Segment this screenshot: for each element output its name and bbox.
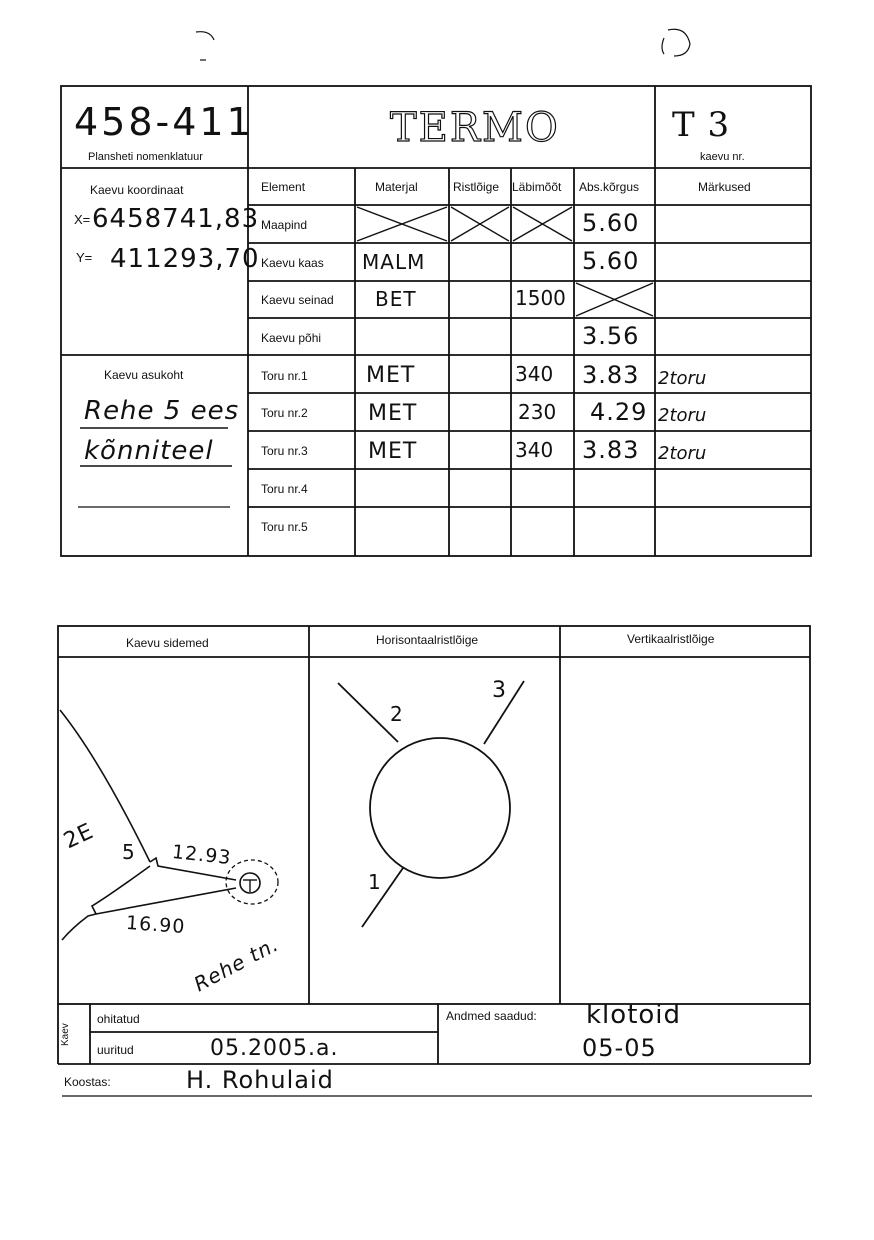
sketch-dist-2: 16.90 (125, 911, 187, 939)
col-header-material: Materjal (375, 180, 418, 194)
form-title: TERMO (390, 105, 560, 151)
sketch-street-note: Rehe tn. (189, 931, 283, 997)
location-line2: kõnniteel (84, 436, 214, 466)
cell-diameter: 230 (518, 400, 557, 424)
andmed-value-1: klotoid (586, 1000, 682, 1030)
horizontal-section-label: Horisontaalristlõige (376, 633, 479, 647)
cell-material: BET (375, 287, 417, 311)
row-element: Kaevu kaas (261, 256, 324, 270)
pipe-number-3: 3 (492, 678, 507, 703)
vertical-section-label: Vertikaalristlõige (627, 632, 715, 646)
sidemed-label: Kaevu sidemed (126, 636, 209, 650)
koostas-label: Koostas: (64, 1075, 111, 1089)
sheet-number-label: Plansheti nomenklatuur (88, 151, 203, 163)
cell-abs: 5.60 (582, 209, 640, 237)
cell-abs: 5.60 (582, 247, 640, 275)
cell-diameter: 1500 (515, 286, 566, 310)
row-element: Toru nr.3 (261, 444, 308, 458)
row-element: Toru nr.5 (261, 520, 308, 534)
cell-notes: 2toru (658, 368, 707, 389)
cell-abs: 4.29 (590, 398, 648, 426)
koostas-value: H. Rohulaid (186, 1066, 334, 1094)
sheet-number: 458-411 (74, 100, 254, 144)
kaev-label: Kaev (60, 1023, 71, 1046)
ohitatud-label: ohitatud (97, 1012, 140, 1026)
coordinates-label: Kaevu koordinaat (90, 183, 184, 197)
sketch-label-5: 5 (122, 840, 136, 864)
cell-notes: 2toru (658, 405, 707, 426)
uuritud-label: uuritud (97, 1043, 134, 1057)
well-number-label: kaevu nr. (700, 151, 745, 163)
y-value: 411293,70 (110, 244, 260, 274)
pipe-number-2: 2 (390, 702, 404, 726)
row-element: Kaevu seinad (261, 293, 334, 307)
cell-material: MALM (362, 250, 426, 274)
row-element: Kaevu põhi (261, 331, 322, 345)
col-header-element: Element (261, 180, 306, 194)
well-number: T 3 (672, 105, 731, 145)
x-value: 6458741,83 (92, 204, 260, 234)
andmed-value-2: 05-05 (582, 1034, 657, 1062)
pipe-number-1: 1 (368, 870, 382, 894)
row-element: Maapind (261, 218, 308, 232)
location-line1: Rehe 5 ees (84, 396, 240, 426)
cell-diameter: 340 (515, 362, 554, 386)
col-header-notes: Märkused (698, 180, 751, 194)
uuritud-value: 05.2005.a. (210, 1036, 339, 1061)
row-element: Toru nr.2 (261, 406, 308, 420)
cell-material: MET (366, 363, 416, 388)
y-label: Y= (76, 250, 93, 265)
andmed-label: Andmed saadud: (446, 1009, 537, 1023)
cell-material: MET (368, 439, 418, 464)
col-header-abs: Abs.kõrgus (579, 180, 640, 194)
cell-notes: 2toru (658, 443, 707, 464)
x-label: X= (74, 212, 91, 227)
col-header-cross: Ristlõige (453, 180, 500, 194)
sketch-dist-1: 12.93 (171, 840, 233, 870)
cell-diameter: 340 (515, 438, 554, 462)
sketch-label-2e: 2E (60, 818, 98, 855)
cell-material: MET (368, 401, 418, 426)
col-header-diameter: Läbimõõt (512, 180, 562, 194)
cell-abs: 3.83 (582, 361, 640, 389)
cell-abs: 3.56 (582, 322, 640, 350)
location-label: Kaevu asukoht (104, 368, 184, 382)
cell-abs: 3.83 (582, 436, 640, 464)
row-element: Toru nr.4 (261, 482, 308, 496)
row-element: Toru nr.1 (261, 369, 308, 383)
